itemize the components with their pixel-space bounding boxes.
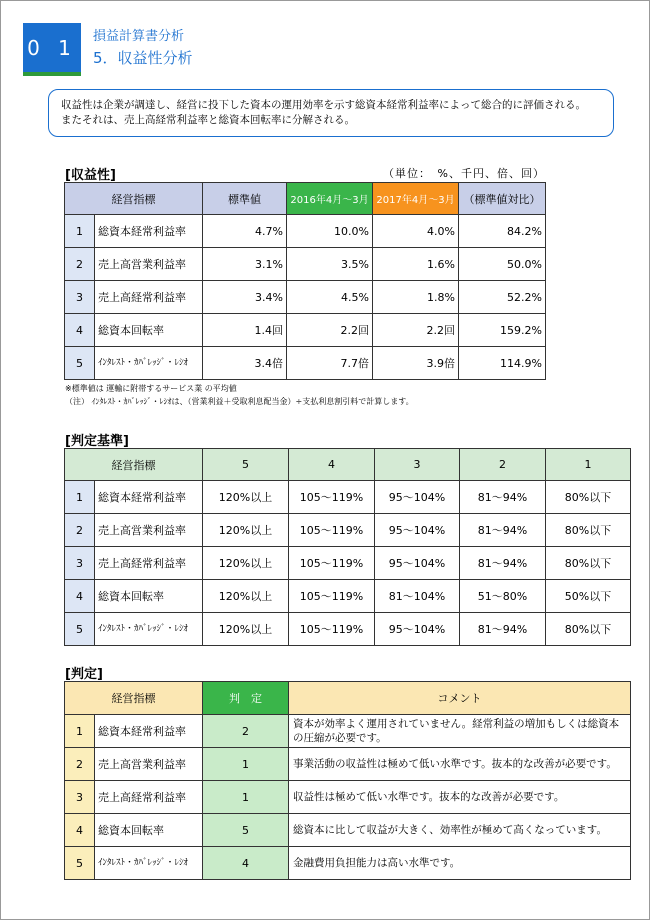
table-row: [65, 847, 631, 880]
year2-value: 3.9倍: [373, 347, 459, 380]
row-number: 1: [65, 481, 95, 514]
comparison-value: 159.2%: [459, 314, 546, 347]
intro-box: [48, 89, 614, 137]
header-judgement: 判 定: [203, 682, 289, 715]
indicator-name: 総資本回転率: [95, 580, 203, 613]
table-row: [65, 748, 631, 781]
table-row: [65, 481, 631, 514]
year1-value: 2.2回: [287, 314, 373, 347]
year1-value: 7.7倍: [287, 347, 373, 380]
year1-value: 4.5%: [287, 281, 373, 314]
note-standard-source: ※標準値は 運輸に附帯するサービス業 の平均値: [65, 384, 237, 393]
row-number: 2: [65, 514, 95, 547]
header-indicator: 経営指標: [65, 183, 203, 215]
year2-value: 2.2回: [373, 314, 459, 347]
score-4-range: 105～119%: [289, 547, 375, 580]
table-header-row: [65, 449, 631, 481]
score-3-range: 95～104%: [375, 547, 460, 580]
row-number: 4: [65, 314, 95, 347]
score-4-range: 105～119%: [289, 514, 375, 547]
row-number: 2: [65, 248, 95, 281]
score-5-range: 120%以上: [203, 514, 289, 547]
table-row: [65, 814, 631, 847]
indicator-name: ｲﾝﾀﾚｽﾄ・ｶﾊﾞﾚｯｼﾞ・ﾚｼｵ: [95, 613, 203, 646]
standard-value: 1.4回: [203, 314, 287, 347]
score-1-range: 80%以下: [546, 514, 631, 547]
table-header-row: [65, 183, 546, 215]
chapter-number-underline: [23, 72, 81, 76]
year2-value: 1.8%: [373, 281, 459, 314]
year2-value: 1.6%: [373, 248, 459, 281]
units-label: （単位： %、千円、倍、回）: [383, 167, 545, 180]
header-score-2: 2: [460, 449, 546, 481]
score-4-range: 105～119%: [289, 481, 375, 514]
header-comment: コメント: [289, 682, 631, 715]
indicator-name: 総資本経常利益率: [95, 715, 203, 748]
year1-value: 3.5%: [287, 248, 373, 281]
score-2-range: 81～94%: [460, 481, 546, 514]
score-2-range: 81～94%: [460, 613, 546, 646]
judgement-comment: 事業活動の収益性は極めて低い水準です。抜本的な改善が必要です。: [289, 748, 631, 781]
row-number: 1: [65, 215, 95, 248]
score-2-range: 81～94%: [460, 547, 546, 580]
row-number: 4: [65, 814, 95, 847]
judgement-comment: 総資本に比して収益が大きく、効率性が極めて高くなっています。: [289, 814, 631, 847]
row-number: 4: [65, 580, 95, 613]
score-5-range: 120%以上: [203, 613, 289, 646]
score-5-range: 120%以上: [203, 547, 289, 580]
score-1-range: 50%以下: [546, 580, 631, 613]
table-row: [65, 215, 546, 248]
score-4-range: 105～119%: [289, 580, 375, 613]
header-standard: 標準値: [203, 183, 287, 215]
judgement-score: 5: [203, 814, 289, 847]
judgement-score: 2: [203, 715, 289, 748]
standard-value: 4.7%: [203, 215, 287, 248]
row-number: 5: [65, 347, 95, 380]
indicator-name: 売上高経常利益率: [95, 547, 203, 580]
chapter-category: 損益計算書分析: [93, 29, 185, 44]
table-row: [65, 347, 546, 380]
table-row: [65, 547, 631, 580]
table-row: [65, 715, 631, 748]
row-number: 2: [65, 748, 95, 781]
row-number: 3: [65, 281, 95, 314]
table-row: [65, 248, 546, 281]
header-year-2017: 2017年4月～3月: [373, 183, 459, 215]
row-number: 5: [65, 613, 95, 646]
score-3-range: 95～104%: [375, 481, 460, 514]
score-1-range: 80%以下: [546, 481, 631, 514]
header-score-5: 5: [203, 449, 289, 481]
judgement-score: 1: [203, 781, 289, 814]
header-indicator: 経営指標: [65, 682, 203, 715]
header-score-1: 1: [546, 449, 631, 481]
standard-value: 3.4倍: [203, 347, 287, 380]
table-row: [65, 281, 546, 314]
score-2-range: 81～94%: [460, 514, 546, 547]
judgement-comment: 収益性は極めて低い水準です。抜本的な改善が必要です。: [289, 781, 631, 814]
indicator-name: ｲﾝﾀﾚｽﾄ・ｶﾊﾞﾚｯｼﾞ・ﾚｼｵ: [95, 847, 203, 880]
judgement-title: [判定]: [65, 667, 103, 682]
indicator-name: 総資本回転率: [95, 314, 203, 347]
score-2-range: 51～80%: [460, 580, 546, 613]
table-row: [65, 580, 631, 613]
indicator-name: 売上高営業利益率: [95, 514, 203, 547]
chapter-number: 0 1: [23, 23, 81, 73]
indicator-name: 売上高経常利益率: [95, 781, 203, 814]
intro-line-1: 収益性は企業が調達し、経営に投下した資本の運用効率を示す総資本経常利益率によって総合的に評価される。: [61, 99, 586, 111]
row-number: 5: [65, 847, 95, 880]
indicator-name: 売上高経常利益率: [95, 281, 203, 314]
score-1-range: 80%以下: [546, 547, 631, 580]
score-5-range: 120%以上: [203, 481, 289, 514]
indicator-name: ｲﾝﾀﾚｽﾄ・ｶﾊﾞﾚｯｼﾞ・ﾚｼｵ: [95, 347, 203, 380]
table-row: [65, 314, 546, 347]
judgement-score: 4: [203, 847, 289, 880]
criteria-table: [64, 448, 631, 646]
indicator-name: 売上高営業利益率: [95, 748, 203, 781]
table-row: [65, 613, 631, 646]
comparison-value: 84.2%: [459, 215, 546, 248]
header-comparison: （標準値対比）: [459, 183, 546, 215]
row-number: 3: [65, 547, 95, 580]
judgement-comment: 金融費用負担能力は高い水準です。: [289, 847, 631, 880]
note-formula: （注） ｲﾝﾀﾚｽﾄ・ｶﾊﾞﾚｯｼﾞ・ﾚｼｵは、（営業利益＋受取利息配当金）÷支払利息割引料で計算します。: [65, 397, 414, 406]
criteria-title: [判定基準]: [65, 434, 129, 449]
score-3-range: 95～104%: [375, 514, 460, 547]
header-year-2016: 2016年4月～3月: [287, 183, 373, 215]
score-5-range: 120%以上: [203, 580, 289, 613]
standard-value: 3.4%: [203, 281, 287, 314]
table-header-row: [65, 682, 631, 715]
score-1-range: 80%以下: [546, 613, 631, 646]
indicator-name: 総資本経常利益率: [95, 215, 203, 248]
indicator-name: 売上高営業利益率: [95, 248, 203, 281]
comparison-value: 114.9%: [459, 347, 546, 380]
comparison-value: 50.0%: [459, 248, 546, 281]
judgement-table: [64, 681, 631, 880]
profitability-title: [収益性]: [65, 168, 116, 183]
table-row: [65, 781, 631, 814]
profitability-table: [64, 182, 546, 380]
indicator-name: 総資本回転率: [95, 814, 203, 847]
score-3-range: 81～104%: [375, 580, 460, 613]
judgement-score: 1: [203, 748, 289, 781]
judgement-comment: 資本が効率よく運用されていません。経常利益の増加もしくは総資本の圧縮が必要です。: [289, 715, 631, 748]
header-score-3: 3: [375, 449, 460, 481]
header-indicator: 経営指標: [65, 449, 203, 481]
header-score-4: 4: [289, 449, 375, 481]
intro-line-2: またそれは、売上高経常利益率と総資本回転率に分解される。: [61, 114, 355, 126]
comparison-value: 52.2%: [459, 281, 546, 314]
row-number: 1: [65, 715, 95, 748]
row-number: 3: [65, 781, 95, 814]
table-notes: [65, 382, 414, 408]
year1-value: 10.0%: [287, 215, 373, 248]
section-title: 5．収益性分析: [93, 49, 193, 67]
table-row: [65, 514, 631, 547]
score-4-range: 105～119%: [289, 613, 375, 646]
standard-value: 3.1%: [203, 248, 287, 281]
indicator-name: 総資本経常利益率: [95, 481, 203, 514]
year2-value: 4.0%: [373, 215, 459, 248]
score-3-range: 95～104%: [375, 613, 460, 646]
